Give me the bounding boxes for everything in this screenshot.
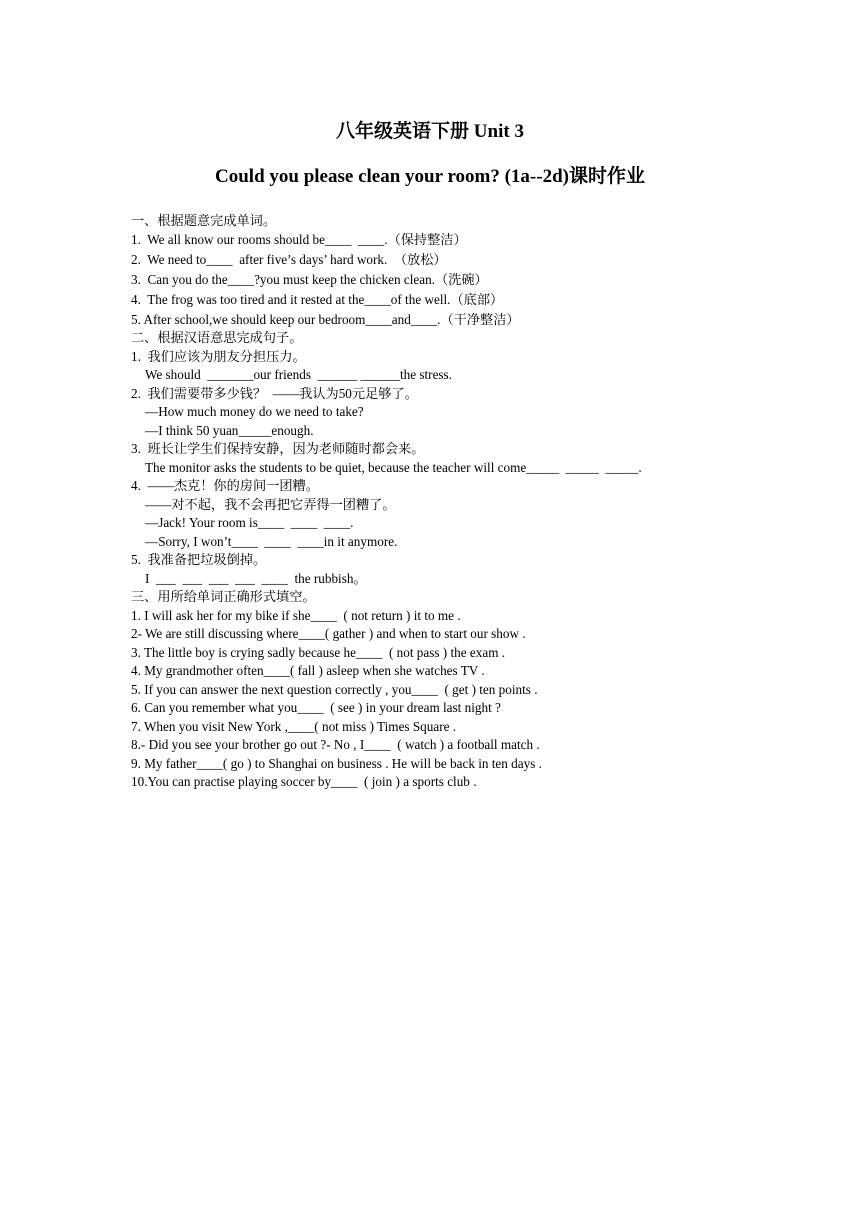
sentence-item-4-english-reply: —Sorry, I won’t____ ____ ____in it anymore.: [145, 533, 398, 549]
sentence-item-4-chinese-reply: ——对不起，我不会再把它弄得一团糟了。: [145, 496, 396, 512]
sentence-item-3-chinese: 3. 班长让学生们保持安静，因为老师随时都会来。: [131, 441, 425, 456]
section-heading-word-completion: 一、根据题意完成单词。: [131, 213, 277, 228]
sentence-item-1-chinese: 1. 我们应该为朋友分担压力。: [131, 348, 306, 364]
word-form-item-6: 6. Can you remember what you____ ( see ) in your dream last night ?: [131, 700, 501, 715]
word-completion-item-5: 5. After school,we should keep our bedroom____and____.（干净整洁）: [131, 311, 520, 327]
sentence-item-5-chinese: 5. 我准备把垃圾倒掉。: [131, 552, 267, 567]
sentence-item-4-chinese: 4. ——杰克！你的房间一团糟。: [131, 478, 319, 493]
sentence-item-3-english: The monitor asks the students to be quiet, because the teacher will come_____ _____ _____.: [145, 459, 642, 475]
sentence-item-5-english: I ___ ___ ___ ___ ____ the rubbish。: [145, 570, 367, 586]
word-form-item-10: 10.You can practise playing soccer by____ ( join ) a sports club .: [131, 774, 477, 789]
word-completion-item-2: 2. We need to____ after five’s days’ hard work. （放松）: [131, 251, 447, 267]
word-completion-item-4: 4. The frog was too tired and it rested at the____of the well.（底部）: [131, 291, 504, 307]
sentence-item-2-answer: —I think 50 yuan_____enough.: [145, 422, 314, 438]
word-form-item-8: 8.- Did you see your brother go out ?- No , I____ ( watch ) a football match .: [131, 737, 540, 752]
word-form-item-3: 3. The little boy is crying sadly because he____ ( not pass ) the exam .: [131, 644, 506, 660]
section-heading-sentence-completion: 二、根据汉语意思完成句子。: [131, 330, 303, 345]
sentence-item-4-english: —Jack! Your room is____ ____ ____.: [145, 515, 354, 530]
word-form-item-7: 7. When you visit New York ,____( not miss ) Times Square .: [131, 718, 457, 734]
word-form-item-2: 2- We are still discussing where____( gather ) and when to start our show .: [131, 626, 526, 641]
word-completion-item-1: 1. We all know our rooms should be____ ____.（保持整洁）: [131, 231, 467, 247]
word-completion-item-3: 3. Can you do the____?you must keep the chicken clean.（洗碗）: [131, 271, 488, 287]
section-heading-word-forms: 三、用所给单词正确形式填空。: [131, 589, 316, 604]
sentence-item-2-question: —How much money do we need to take?: [145, 404, 364, 419]
sentence-item-2-chinese: 2. 我们需要带多少钱？ ——我认为50元足够了。: [131, 385, 418, 401]
sentence-item-1-english: We should _______our friends ______ ______the stress.: [145, 367, 452, 382]
word-form-item-9: 9. My father____( go ) to Shanghai on business . He will be back in ten days .: [131, 755, 542, 771]
word-form-item-1: 1. I will ask her for my bike if she____ ( not return ) it to me .: [131, 607, 461, 623]
page-title: 八年级英语下册 Unit 3: [336, 121, 524, 142]
word-form-item-5: 5. If you can answer the next question correctly , you____ ( get ) ten points .: [131, 681, 538, 697]
page-subtitle: Could you please clean your room? (1a--2d)课时作业: [215, 166, 645, 187]
word-form-item-4: 4. My grandmother often____( fall ) asleep when she watches TV .: [131, 663, 485, 678]
worksheet-content: [131, 212, 831, 792]
